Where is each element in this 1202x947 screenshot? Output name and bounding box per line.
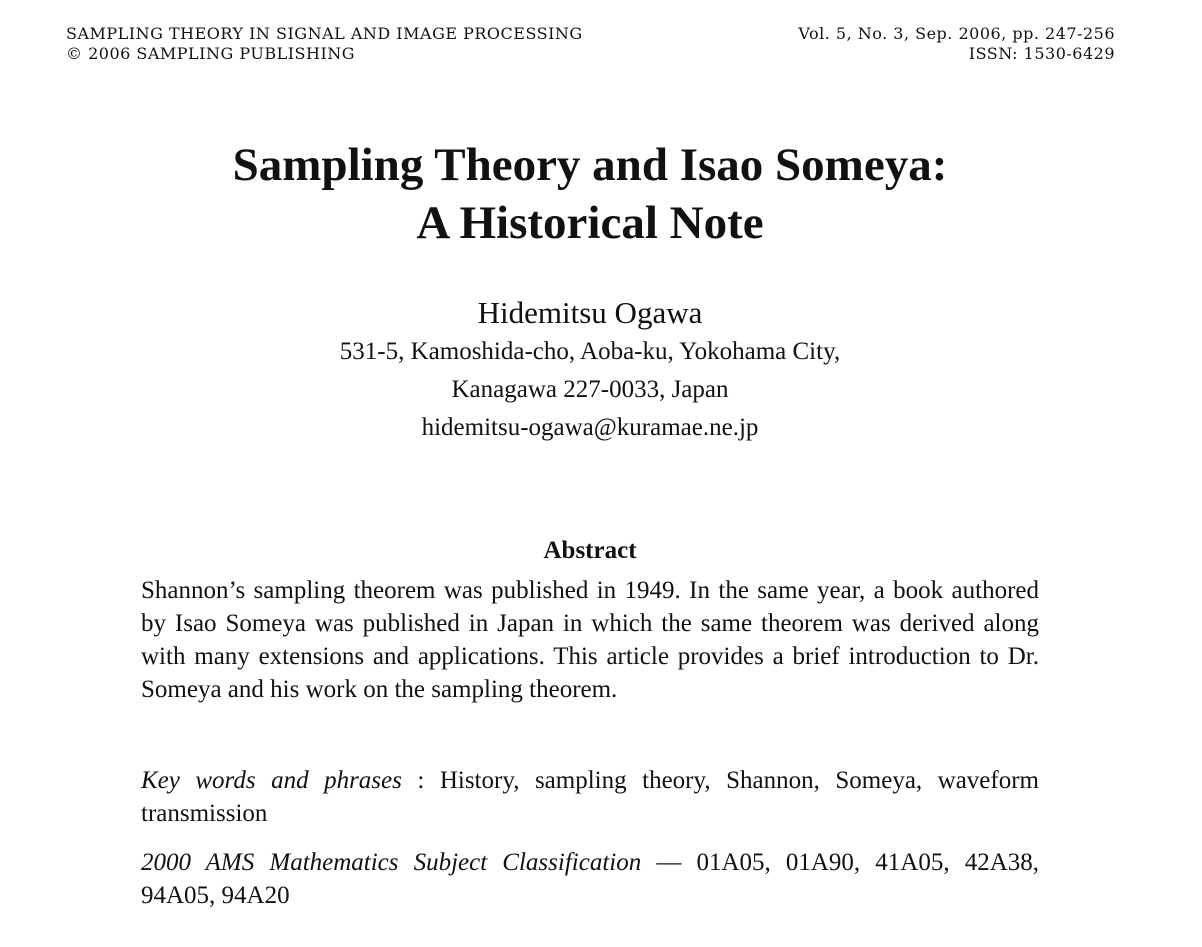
title-line-2: A Historical Note bbox=[416, 197, 764, 249]
title-line-1: Sampling Theory and Isao Someya: bbox=[232, 139, 948, 191]
subject-classification bbox=[141, 846, 1039, 912]
keywords-label: Key words and phrases bbox=[141, 767, 402, 794]
journal-name: SAMPLING THEORY IN SIGNAL AND IMAGE PROCESSING bbox=[66, 24, 583, 43]
author-block bbox=[0, 293, 1180, 447]
classification-codes: 01A05, 01A90, 41A05, 42A38, 94A05, 94A20 bbox=[141, 849, 1040, 909]
keywords-text: History, sampling theory, Shannon, Someya, waveform transmission bbox=[141, 767, 1040, 827]
issn: ISSN: 1530-6429 bbox=[968, 44, 1115, 63]
journal-header bbox=[66, 24, 583, 64]
abstract-heading: Abstract bbox=[543, 537, 637, 564]
paper-title bbox=[0, 136, 1180, 252]
classification-separator: — bbox=[641, 849, 697, 876]
author-address-line-1: 531-5, Kamoshida-cho, Aoba-ku, Yokohama City, bbox=[339, 338, 841, 365]
classification-label: 2000 AMS Mathematics Subject Classification bbox=[141, 849, 642, 876]
abstract-body: Shannon’s sampling theorem was published in 1949. In the same year, a book authored by Isao Someya was published in Japan in which the same theorem was derived along with many extensions and applications. This article provides a brief introduction to Dr. Someya and his work on the sampling theorem. bbox=[141, 577, 1039, 703]
keywords-separator: : bbox=[401, 767, 440, 794]
author-address-line-2: Kanagawa 227-0033, Japan bbox=[451, 376, 729, 403]
volume-info: Vol. 5, No. 3, Sep. 2006, pp. 247-256 bbox=[798, 24, 1115, 43]
author-email: hidemitsu-ogawa@kuramae.ne.jp bbox=[421, 414, 759, 441]
author-name: Hidemitsu Ogawa bbox=[477, 295, 703, 330]
keywords bbox=[141, 764, 1039, 830]
issue-header bbox=[798, 24, 1115, 64]
copyright-line: © 2006 SAMPLING PUBLISHING bbox=[66, 44, 356, 63]
